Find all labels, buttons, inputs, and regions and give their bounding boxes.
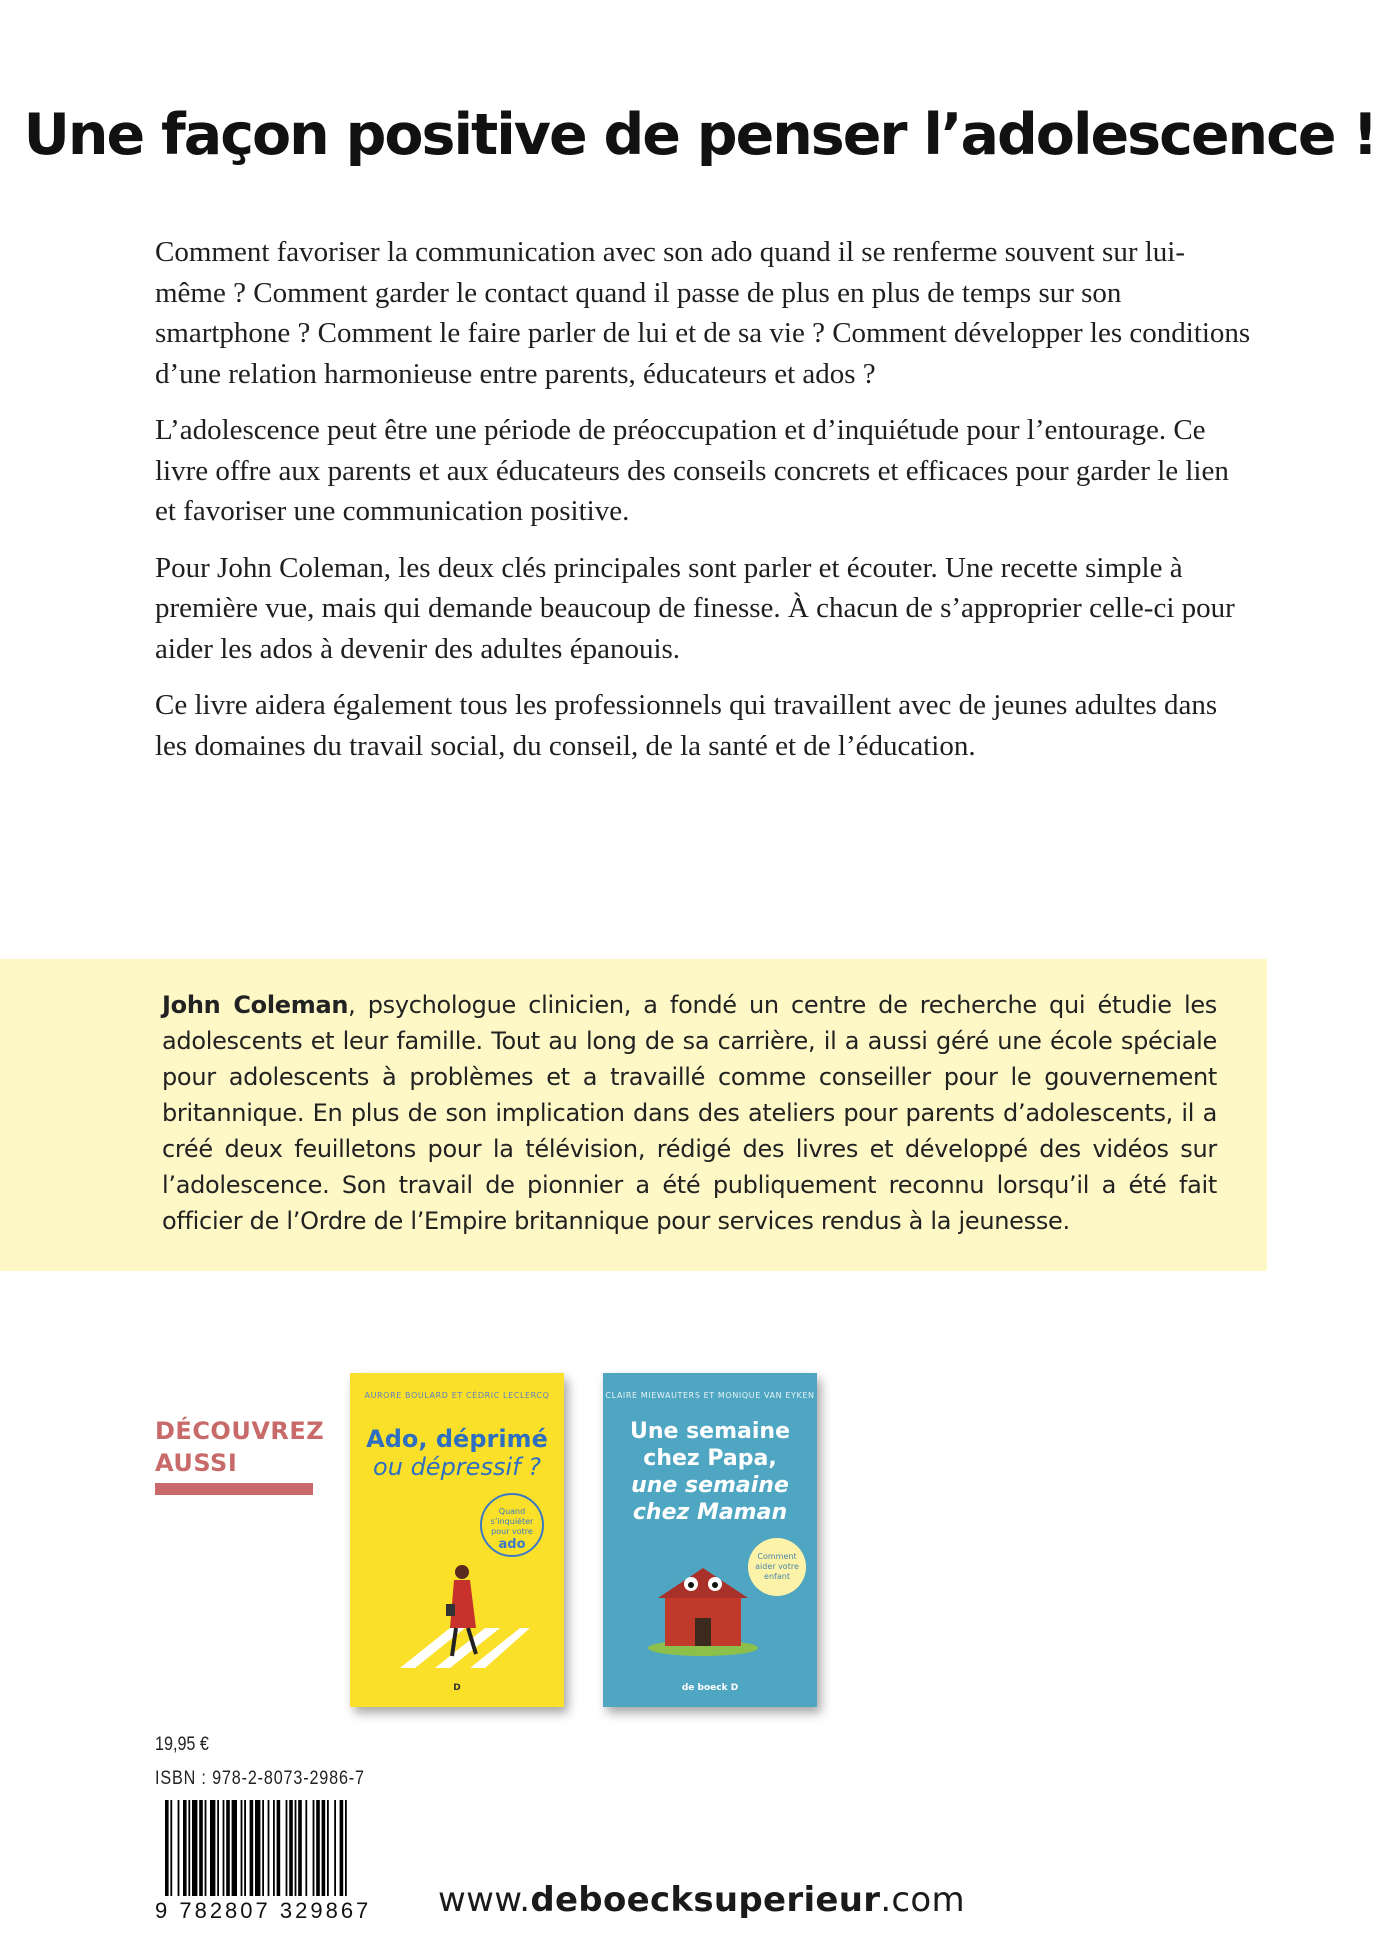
barcode-bar [262,1800,264,1896]
barcode-bar [192,1800,197,1896]
barcode-bar [305,1800,307,1896]
barcode-bar [165,1800,169,1896]
barcode-bar [226,1800,230,1896]
website-prefix: www. [438,1880,531,1920]
book-title [603,1418,817,1526]
discover-line-1: DÉCOUVREZ [155,1417,325,1445]
website-brand: deboecksuperieur [530,1880,881,1920]
house-door [695,1618,711,1646]
website-suffix: .com [880,1880,965,1920]
girl-head [455,1565,469,1579]
book-title-line: ou dépressif ? [373,1453,541,1481]
blurb-paragraph: Pour John Coleman, les deux clés principales sont parler et écouter. Une recette simple à première vue, mais qui demande beaucoup de finesse. À chacun de s’approprier celle-ci pour aider les ados à devenir des adultes épanouis. [155,551,1235,665]
book-title-line: une semaine [631,1473,789,1498]
barcode-bar [170,1800,172,1896]
price: 19,95 € [155,1734,209,1755]
author-bio-text: , psychologue clinicien, a fondé un centre de recherche qui étudie les adolescents et leur famille. Tout au long de sa carrière, il a aussi géré une école spéciale pour adolescents à problèmes et a travaillé comme conseiller pour le gouvernement britannique. En plus de son implication dans des ateliers pour parents d’adolescents, il a créé deux feuilletons pour la télévision, rédigé des livres et développé des vidéos sur l’adolescence. Son travail de pionnier a été publiquement reconnu lorsqu’il a été fait officier de l’Ordre de l’Empire britannique pour services rendus à la jeunesse. [162,991,1217,1235]
barcode-bar [298,1800,302,1896]
barcode-bar [273,1800,275,1896]
blurb-paragraph: L’adolescence peut être une période de préoccupation et d’inquiétude pour l’entourage. Ce livre offre aux parents et aux éducateurs des conseils concrets et efficaces pour garder le lien et favoriser une communication positive. [155,414,1229,527]
barcode [165,1800,395,1896]
bubble-highlight: ado [498,1537,526,1552]
blurb-paragraph: Ce livre aidera également tous les professionnels qui travaillent avec de jeunes adultes dans les domaines du travail social, du conseil, de la santé et de l’éducation. [155,689,1218,762]
book-title-line: Une semaine [629,1419,790,1444]
blurb-paragraph: Comment favoriser la communication avec son ado quand il se renferme souvent sur lui-même ? Comment garder le contact quand il passe de plus en plus de temps sur son smartphone ? Comment le faire parler de lui et de sa vie ? Comment développer les conditions d’une relation harmonieuse entre parents, éducateurs et ados ? [155,236,1251,390]
barcode-bar [244,1800,246,1896]
author-bio [162,987,1217,1239]
book-authors: CLAIRE MIEWAUTERS ET MONIQUE VAN EYKEN [605,1391,815,1400]
house-illustration [643,1548,763,1658]
book-title-line: chez Papa, [643,1446,777,1471]
book-authors: AURORE BOULARD ET CÉDRIC LECLERCQ [364,1391,550,1400]
house-pupil [688,1582,694,1588]
barcode-bar [217,1800,219,1896]
barcode-bar [334,1800,336,1896]
barcode-bar [322,1800,326,1896]
girl-bag [446,1604,455,1616]
barcode-bar [277,1800,281,1896]
barcode-bar [327,1800,329,1896]
barcode-bar [241,1800,243,1896]
author-name: John Coleman [162,991,349,1019]
barcode-bar [188,1800,190,1896]
barcode-bar [295,1800,297,1896]
book-title-line: chez Maman [632,1500,788,1525]
house-roof [658,1568,748,1598]
book-title-line: Ado, déprimé [366,1425,548,1453]
barcode-bar [199,1800,203,1896]
barcode-bar [340,1800,344,1896]
headline: Une façon positive de penser l’adolescence ! [23,102,1377,168]
barcode-bar [345,1800,347,1896]
barcode-bar [316,1800,320,1896]
barcode-bar [210,1800,215,1896]
publisher-website[interactable] [438,1880,965,1920]
isbn: ISBN : 978-2-8073-2986-7 [155,1768,365,1789]
discover-line-2: AUSSI [155,1449,238,1477]
discover-also-heading [155,1415,324,1479]
house-pupil [712,1582,718,1588]
book-bubble [480,1493,544,1557]
bubble-text: Quand s’inquiéter pour votre [490,1507,534,1536]
publisher-mark: de boeck D [681,1683,739,1693]
barcode-bar [205,1800,207,1896]
barcode-bar [268,1800,270,1896]
barcode-bar [223,1800,225,1896]
barcode-bar [313,1800,315,1896]
related-book-cover-une-semaine[interactable] [603,1373,817,1707]
author-bio-box [0,959,1267,1271]
walking-girl-illustration [390,1558,530,1678]
book-title [350,1425,564,1481]
barcode-bar [178,1800,180,1896]
barcode-bar [183,1800,187,1896]
publisher-mark: D [453,1683,461,1693]
barcode-digits: 9 782807 329867 [155,1898,372,1923]
back-cover-blurb [155,232,1255,782]
barcode-bar [286,1800,288,1896]
related-book-cover-ado-deprime[interactable] [350,1373,564,1707]
barcode-bar [250,1800,254,1896]
barcode-bar [232,1800,237,1896]
barcode-bar [289,1800,293,1896]
discover-underline [155,1483,313,1495]
bubble-text: Comment aider votre enfant [755,1552,799,1581]
barcode-bar [255,1800,260,1896]
